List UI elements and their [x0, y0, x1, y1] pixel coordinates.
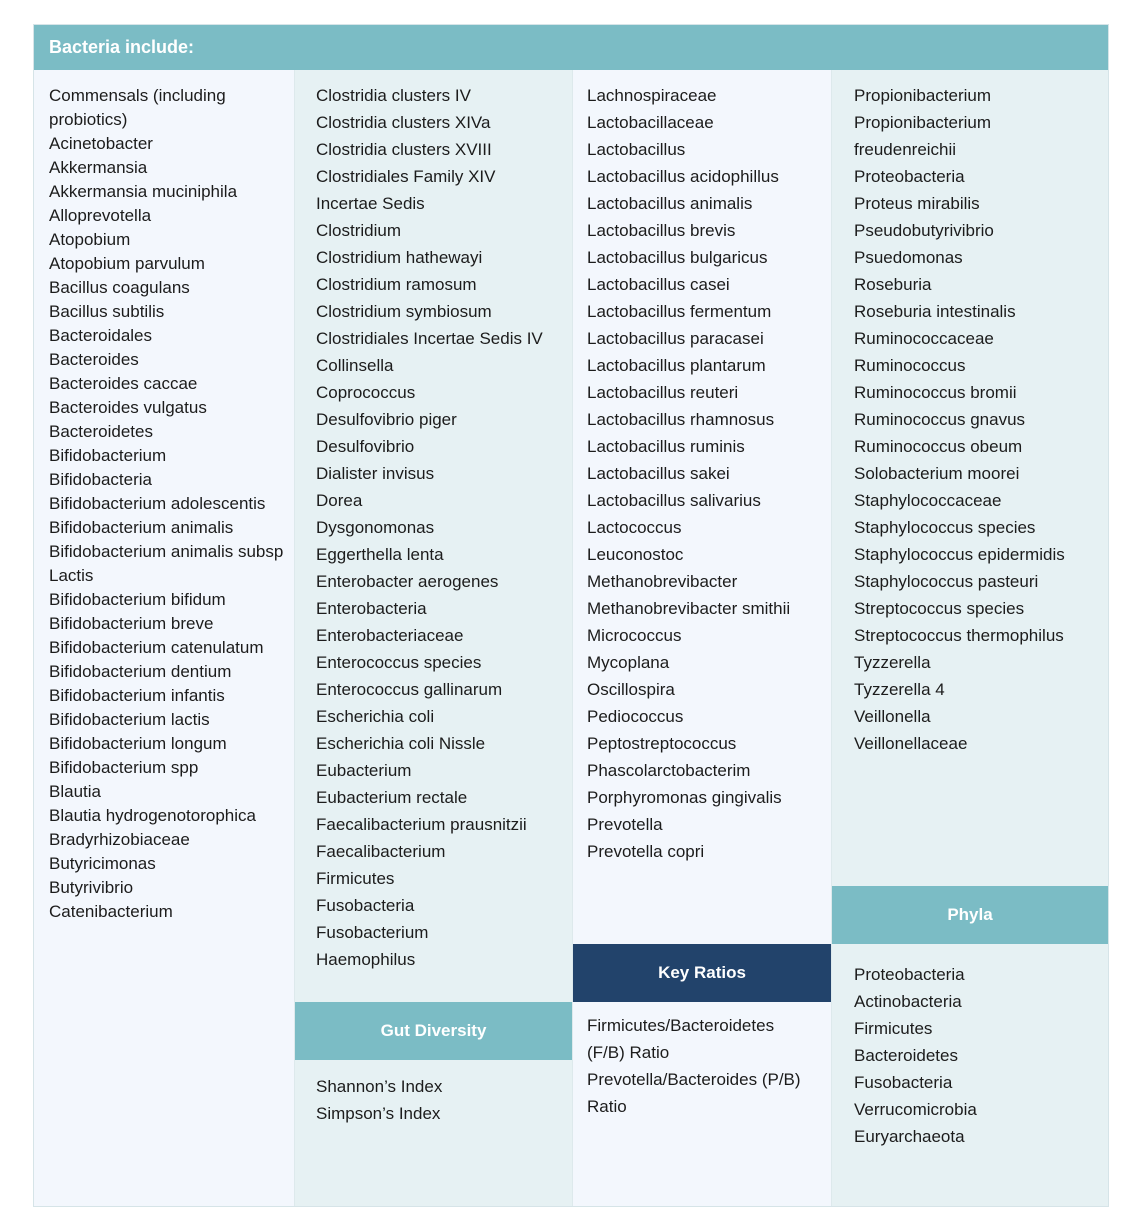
column-2 [294, 70, 572, 1206]
list-item: Incertae Sedis [316, 194, 425, 213]
list-item: Pediococcus [587, 707, 684, 726]
list-item: Haemophilus [316, 950, 416, 969]
column-3 [572, 70, 831, 1206]
column-4 [831, 70, 1108, 1206]
list-item: Clostridiales Incertae Sedis IV [316, 329, 543, 348]
list-item: Bacteroides [49, 350, 139, 369]
list-item: Verrucomicrobia [854, 1100, 977, 1119]
bacteria-list-1 [49, 84, 290, 924]
list-item: Lactobacillus bulgaricus [587, 248, 768, 267]
list-item: Oscillospira [587, 680, 675, 699]
gut-diversity-list [316, 1073, 568, 1127]
list-item: Enterobacteriaceae [316, 626, 464, 645]
list-item: Dorea [316, 491, 363, 510]
list-item: Ruminococcus gnavus [854, 410, 1026, 429]
list-item: Methanobrevibacter smithii [587, 599, 791, 618]
list-item: Acinetobacter [49, 134, 153, 153]
list-item: Lactobacillus paracasei [587, 329, 764, 348]
list-item: Staphylococcaceae [854, 491, 1002, 510]
list-item: Escherichia coli Nissle [316, 734, 486, 753]
list-item: Clostridia clusters IV [316, 86, 471, 105]
list-item: Bifidobacterium longum [49, 734, 227, 753]
list-item: Bifidobacterium dentium [49, 662, 232, 681]
list-item: Fusobacteria [316, 896, 415, 915]
list-item: Lactobacillus fermentum [587, 302, 772, 321]
list-item: Bacillus coagulans [49, 278, 190, 297]
bacteria-list-3 [587, 82, 827, 865]
list-item: Tyzzerella [854, 653, 931, 672]
list-item: Prevotella/Bacteroides (P/B) Ratio [587, 1070, 801, 1116]
list-item: Bifidobacterium animalis subsp Lactis [49, 542, 284, 585]
list-item: Lactobacillus rhamnosus [587, 410, 775, 429]
list-item: Methanobrevibacter [587, 572, 738, 591]
bacteria-table [33, 24, 1109, 1207]
list-item: Psuedomonas [854, 248, 963, 267]
list-item: Tyzzerella 4 [854, 680, 945, 699]
list-item: Actinobacteria [854, 992, 962, 1011]
list-item: Catenibacterium [49, 902, 173, 921]
list-item: Lactobacillus plantarum [587, 356, 766, 375]
list-item: Enterobacter aerogenes [316, 572, 499, 591]
list-item: Leuconostoc [587, 545, 684, 564]
list-item: Lactobacillus casei [587, 275, 730, 294]
key-ratios-header: Key Ratios [573, 944, 831, 1002]
list-item: Escherichia coli [316, 707, 435, 726]
list-item: Streptococcus species [854, 599, 1025, 618]
list-item: Clostridia clusters XIVa [316, 113, 491, 132]
list-item: Bacteroidetes [49, 422, 153, 441]
bacteria-list-4 [854, 82, 1068, 757]
list-item: Firmicutes [854, 1019, 933, 1038]
list-item: Ruminococcus obeum [854, 437, 1023, 456]
list-item: Roseburia [854, 275, 932, 294]
list-item: Firmicutes/Bacteroidetes (F/B) Ratio [587, 1016, 775, 1062]
list-item: Faecalibacterium prausnitzii [316, 815, 527, 834]
list-item: Clostridiales Family XIV [316, 167, 496, 186]
list-item: Butyricimonas [49, 854, 156, 873]
list-item: Peptostreptococcus [587, 734, 737, 753]
list-item: Firmicutes [316, 869, 395, 888]
list-item: Bifidobacterium bifidum [49, 590, 226, 609]
list-item: Fusobacterium [316, 923, 429, 942]
list-item: Lactobacillus [587, 140, 686, 159]
list-item: Porphyromonas gingivalis [587, 788, 782, 807]
key-ratios-list [587, 1012, 811, 1120]
list-item: Bacteroides caccae [49, 374, 198, 393]
list-item: Alloprevotella [49, 206, 152, 225]
list-item: Clostridium [316, 221, 402, 240]
list-item: Veillonellaceae [854, 734, 968, 753]
list-item: Lactobacillus animalis [587, 194, 753, 213]
list-item: Lactobacillus acidophillus [587, 167, 779, 186]
list-item: Prevotella [587, 815, 663, 834]
list-item: Prevotella copri [587, 842, 705, 861]
list-item: Butyrivibrio [49, 878, 134, 897]
list-item: Veillonella [854, 707, 931, 726]
list-item: Commensals (including probiotics) [49, 86, 226, 129]
list-item: Lachnospiraceae [587, 86, 717, 105]
bacteria-list-2 [316, 82, 568, 973]
list-item: Bacteroidales [49, 326, 153, 345]
list-item: Fusobacteria [854, 1073, 953, 1092]
list-item: Bacteroidetes [854, 1046, 958, 1065]
list-item: Bifidobacteria [49, 470, 153, 489]
list-item: Streptococcus thermophilus [854, 626, 1064, 645]
list-item: Enterobacteria [316, 599, 427, 618]
list-item: Bacteroides vulgatus [49, 398, 207, 417]
list-item: Staphylococcus pasteuri [854, 572, 1039, 591]
list-item: Propionibacterium [854, 86, 992, 105]
list-item: Bifidobacterium lactis [49, 710, 210, 729]
list-item: Solobacterium moorei [854, 464, 1020, 483]
list-item: Micrococcus [587, 626, 682, 645]
list-item: Desulfovibrio [316, 437, 415, 456]
list-item: Atopobium [49, 230, 131, 249]
list-item: Akkermansia muciniphila [49, 182, 238, 201]
list-item: Enterococcus species [316, 653, 482, 672]
list-item: Eubacterium [316, 761, 412, 780]
phyla-list [854, 961, 1104, 1150]
list-item: Bifidobacterium adolescentis [49, 494, 266, 513]
list-item: Shannon’s Index [316, 1077, 443, 1096]
list-item: Proteobacteria [854, 167, 965, 186]
list-item: Dialister invisus [316, 464, 435, 483]
list-item: Simpson’s Index [316, 1104, 441, 1123]
list-item: Eubacterium rectale [316, 788, 468, 807]
list-item: Bifidobacterium breve [49, 614, 214, 633]
list-item: Propionibacterium freudenreichii [854, 113, 992, 159]
list-item: Lactobacillus brevis [587, 221, 736, 240]
list-item: Lactobacillus reuteri [587, 383, 739, 402]
list-item: Clostridia clusters XVIII [316, 140, 492, 159]
list-item: Blautia hydrogenotorophica [49, 806, 256, 825]
list-item: Bifidobacterium spp [49, 758, 199, 777]
list-item: Bifidobacterium catenulatum [49, 638, 264, 657]
table-header: Bacteria include: [34, 25, 1108, 70]
list-item: Roseburia intestinalis [854, 302, 1016, 321]
list-item: Lactobacillaceae [587, 113, 714, 132]
list-item: Collinsella [316, 356, 394, 375]
list-item: Clostridium hathewayi [316, 248, 483, 267]
gut-diversity-header: Gut Diversity [295, 1002, 572, 1060]
list-item: Eggerthella lenta [316, 545, 444, 564]
list-item: Bifidobacterium [49, 446, 167, 465]
list-item: Lactobacillus salivarius [587, 491, 761, 510]
list-item: Desulfovibrio piger [316, 410, 457, 429]
list-item: Clostridium ramosum [316, 275, 477, 294]
list-item: Mycoplana [587, 653, 670, 672]
list-item: Lactobacillus ruminis [587, 437, 745, 456]
list-item: Lactococcus [587, 518, 682, 537]
list-item: Staphylococcus epidermidis [854, 545, 1065, 564]
list-item: Bifidobacterium animalis [49, 518, 234, 537]
list-item: Ruminococcus [854, 356, 966, 375]
list-item: Ruminococcaceae [854, 329, 994, 348]
list-item: Proteus mirabilis [854, 194, 980, 213]
list-item: Enterococcus gallinarum [316, 680, 503, 699]
list-item: Faecalibacterium [316, 842, 446, 861]
list-item: Coprococcus [316, 383, 416, 402]
list-item: Dysgonomonas [316, 518, 435, 537]
list-item: Atopobium parvulum [49, 254, 205, 273]
column-1 [34, 70, 294, 1206]
list-item: Pseudobutyrivibrio [854, 221, 994, 240]
list-item: Akkermansia [49, 158, 148, 177]
phyla-header: Phyla [832, 886, 1108, 944]
list-item: Blautia [49, 782, 101, 801]
list-item: Phascolarctobacterim [587, 761, 751, 780]
list-item: Bacillus subtilis [49, 302, 165, 321]
list-item: Bradyrhizobiaceae [49, 830, 190, 849]
list-item: Clostridium symbiosum [316, 302, 492, 321]
list-item: Euryarchaeota [854, 1127, 965, 1146]
list-item: Proteobacteria [854, 965, 965, 984]
list-item: Staphylococcus species [854, 518, 1036, 537]
list-item: Bifidobacterium infantis [49, 686, 225, 705]
list-item: Ruminococcus bromii [854, 383, 1017, 402]
list-item: Lactobacillus sakei [587, 464, 730, 483]
